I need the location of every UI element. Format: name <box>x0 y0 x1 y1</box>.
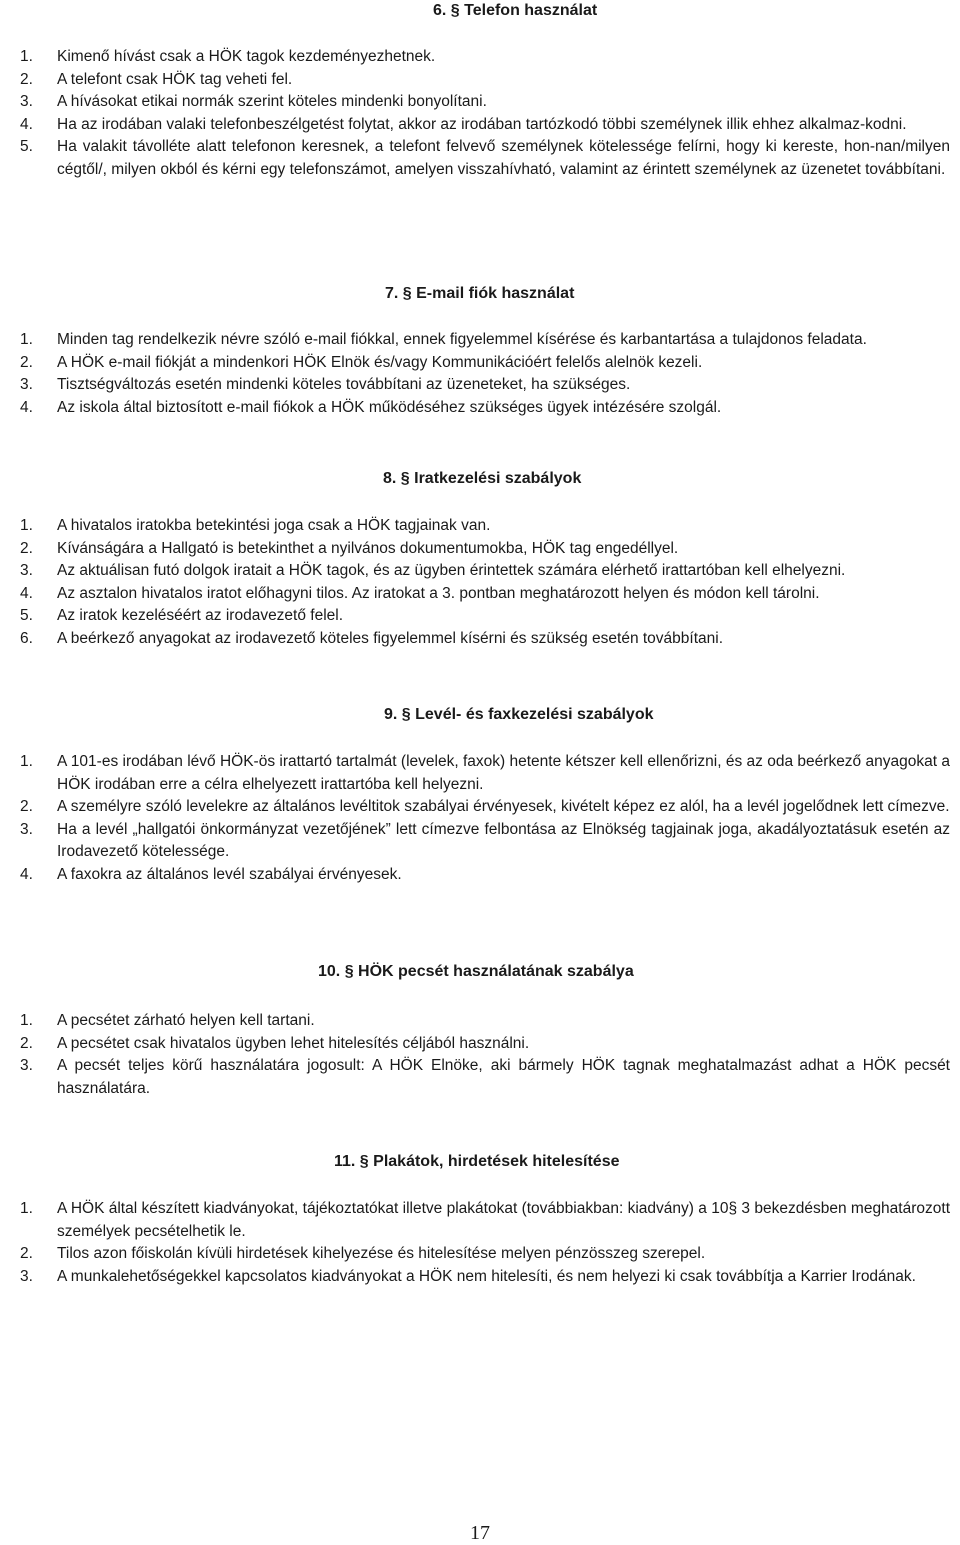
item-number: 2. <box>20 1034 33 1052</box>
list-item <box>20 1266 950 1289</box>
section-10-list <box>20 1010 950 1100</box>
section-10-title: 10. § HÖK pecsét használatának szabálya <box>318 963 634 980</box>
item-number: 4. <box>20 584 33 602</box>
item-number: 3. <box>20 376 33 393</box>
item-number: 2. <box>20 353 33 371</box>
item-text: Kívánságára a Hallgató is betekinthet a nyilvános dokumentumokba, HÖK tag engedéllyel. <box>57 539 679 557</box>
item-text: A beérkező anyagokat az irodavezető köteles figyelemmel kísérni és szükség esetén továbbítani. <box>57 629 724 647</box>
item-text: Ha valakit távolléte alatt telefonon keresnek, a telefont felvevő személynek kötelessége felírni, hogy ki kereste, hon-nan/milyen cégtől/, milyen okból és kérni egy telefonszámot, amelyen visszahívható, valamint az érintett személynek az üzenetet továbbítani. <box>57 138 950 178</box>
item-text: Az asztalon hivatalos iratot előhagyni tilos. Az iratokat a 3. pontban meghatározott helyen és módon kell tárolni. <box>57 584 820 602</box>
section-8-list <box>20 515 950 650</box>
item-text: A HÖK e-mail fiókját a mindenkori HÖK Elnök és/vagy Kommunikációért felelős alelnök kezeli. <box>57 353 703 371</box>
item-text: A munkalehetőségekkel kapcsolatos kiadványokat a HÖK nem hitelesíti, és nem helyezi ki csak továbbítja a Karrier Irodának. <box>57 1267 916 1285</box>
list-item <box>20 352 950 375</box>
section-9-title: 9. § Levél- és faxkezelési szabályok <box>384 706 654 723</box>
list-item <box>20 538 950 561</box>
item-number: 1. <box>20 48 33 65</box>
item-text: A faxokra az általános levél szabályai érvényesek. <box>57 865 402 883</box>
section-11-list <box>20 1198 950 1288</box>
item-number: 3. <box>20 93 33 110</box>
section-6-list <box>20 46 950 181</box>
item-number: 1. <box>20 517 33 534</box>
item-text: Ha az irodában valaki telefonbeszélgetést folytat, akkor az irodában tartózkodó többi személynek illik ehhez alkalmaz-kodni. <box>57 115 907 133</box>
list-item <box>20 374 950 397</box>
item-text: Ha a levél „hallgatói önkormányzat vezetőjének” lett címezve felbontása az Elnökség tagjainak joga, akadályoztatásuk esetén az Irodavezető kötelessége. <box>57 820 950 860</box>
section-8-title: 8. § Iratkezelési szabályok <box>383 470 582 487</box>
list-item <box>20 1055 950 1100</box>
item-number: 3. <box>20 1267 33 1285</box>
list-item <box>20 1010 950 1033</box>
list-item <box>20 136 950 181</box>
section-9-list <box>20 751 950 886</box>
item-text: Az iskola által biztosított e-mail fiókok a HÖK működéséhez szükséges ügyek intézésére szolgál. <box>57 398 722 416</box>
item-number: 1. <box>20 1200 33 1217</box>
item-text: A HÖK által készített kiadványokat, tájékoztatókat illetve plakátokat (továbbiakban: kiadvány) a 10§ 3 bekezdésben meghatározott személyek pecsételhetik le. <box>57 1200 950 1240</box>
item-text: A telefont csak HÖK tag veheti fel. <box>57 70 293 88</box>
item-number: 4. <box>20 865 33 883</box>
item-text: A pecsét teljes körű használatára jogosult: A HÖK Elnöke, aki bármely HÖK tagnak meghatalmazást adhat a HÖK pecsét használatára. <box>57 1057 950 1097</box>
item-text: A 101-es irodában lévő HÖK-ös irattartó tartalmát (levelek, faxok) hetente kétszer kell ellenőrizni, és az oda beérkező anyagokat a HÖK irodában erre a célra elhelyezett irattartóba kell helyezni. <box>57 753 950 793</box>
item-text: A hívásokat etikai normák szerint köteles mindenki bonyolítani. <box>57 93 487 110</box>
item-number: 3. <box>20 1057 33 1074</box>
list-item <box>20 1198 950 1243</box>
section-6-title: 6. § Telefon használat <box>433 2 598 19</box>
item-number: 1. <box>20 331 33 348</box>
item-text: Az aktuálisan futó dolgok iratait a HÖK tagok, és az ügyben érintettek számára elérhető irattartóban kell elhelyezni. <box>57 562 846 579</box>
item-number: 4. <box>20 115 33 133</box>
item-number: 1. <box>20 1012 33 1029</box>
list-item <box>20 69 950 92</box>
item-number: 2. <box>20 798 33 815</box>
list-item <box>20 1033 950 1056</box>
item-number: 3. <box>20 820 33 838</box>
list-item <box>20 864 950 887</box>
item-text: Az iratok kezeléséért az irodavezető felel. <box>57 607 344 624</box>
list-item <box>20 1243 950 1266</box>
list-item <box>20 628 950 651</box>
item-number: 6. <box>20 629 33 647</box>
item-number: 2. <box>20 1245 33 1262</box>
item-text: Kimenő hívást csak a HÖK tagok kezdeményezhetnek. <box>57 48 436 65</box>
item-text: A hivatalos iratokba betekintési joga csak a HÖK tagjainak van. <box>57 517 491 534</box>
list-item <box>20 796 950 819</box>
item-number: 2. <box>20 539 33 557</box>
list-item <box>20 329 950 352</box>
section-7-list <box>20 329 950 419</box>
list-item <box>20 515 950 538</box>
list-item <box>20 397 950 420</box>
item-text: A pecsétet csak hivatalos ügyben lehet hitelesítés céljából használni. <box>57 1034 530 1052</box>
item-text: Tisztségváltozás esetén mindenki köteles továbbítani az üzeneteket, ha szükséges. <box>57 376 631 393</box>
item-number: 3. <box>20 562 33 579</box>
list-item <box>20 46 950 69</box>
list-item <box>20 114 950 137</box>
item-text: A személyre szóló levelekre az általános levéltitok szabályai érvényesek, kivételt képez ez alól, ha a levél jogelődnek lett címezve. <box>57 798 950 815</box>
list-item <box>20 605 950 628</box>
item-number: 5. <box>20 607 33 624</box>
section-11-title: 11. § Plakátok, hirdetések hitelesítése <box>334 1153 620 1170</box>
item-text: Tilos azon főiskolán kívüli hirdetések kihelyezése és hitelesítése melyen pénzösszeg szerepel. <box>57 1245 706 1262</box>
page-number: 17 <box>470 1522 490 1544</box>
list-item <box>20 751 950 796</box>
list-item <box>20 91 950 114</box>
item-number: 2. <box>20 70 33 88</box>
section-7-title: 7. § E-mail fiók használat <box>385 285 575 302</box>
list-item <box>20 583 950 606</box>
item-text: A pecsétet zárható helyen kell tartani. <box>57 1012 315 1029</box>
item-number: 1. <box>20 753 33 770</box>
item-number: 5. <box>20 138 33 155</box>
list-item <box>20 560 950 583</box>
item-number: 4. <box>20 398 33 416</box>
item-text: Minden tag rendelkezik névre szóló e-mail fiókkal, ennek figyelemmel kísérése és karbantartása a tulajdonos feladata. <box>57 331 867 348</box>
list-item <box>20 819 950 864</box>
